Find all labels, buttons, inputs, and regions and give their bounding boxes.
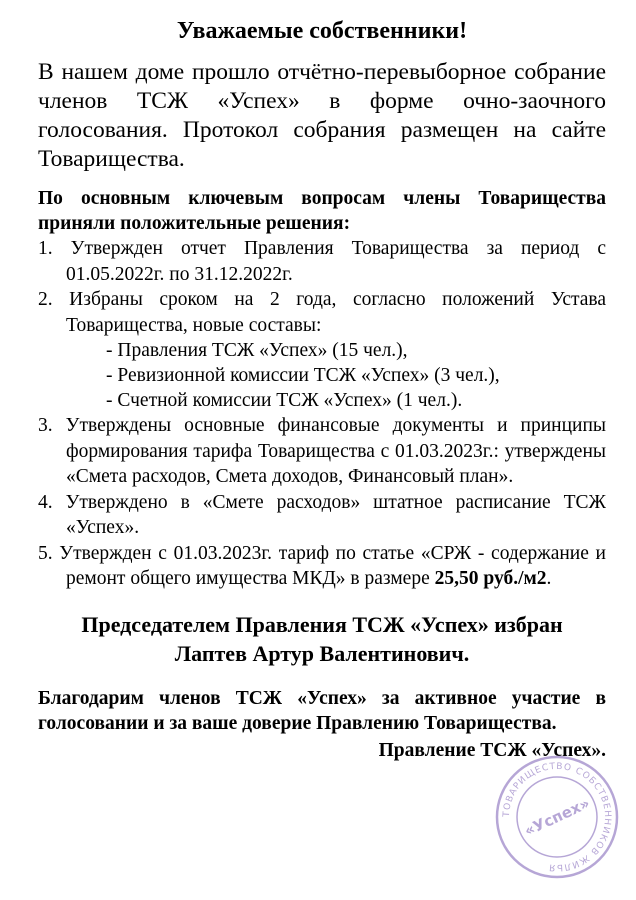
tariff-value: 25,50 руб./м2 — [434, 568, 547, 589]
intro-paragraph: В нашем доме прошло отчётно-перевыборное собрание членов ТСЖ «Успех» в форме очно-заочного голосования. Протокол собрания размещен на сайте Товарищества. — [38, 59, 606, 172]
organization-stamp — [494, 754, 620, 880]
decision-item-4: 4. Утверждено в «Смете расходов» штатное расписание ТСЖ «Успех». — [38, 491, 606, 538]
decision-item-5-end: . — [546, 568, 552, 589]
decision-item-3: 3. Утверждены основные финансовые документы и принципы формирования тарифа Товарищества с 01.03.2023г.: утверждены «Смета расходов, Смета доходов, Финансовый план». — [38, 415, 606, 487]
decision-subitem-audit: - Ревизионной комиссии ТСЖ «Успех» (3 чел.), — [106, 365, 500, 386]
stamp-ring-text: ТОВАРИЩЕСТВО СОБСТВЕННИКОВ ЖИЛЬЯ — [501, 761, 613, 873]
decision-subitem-counting: - Счетной комиссии ТСЖ «Успех» (1 чел.). — [106, 390, 463, 411]
notice-document — [38, 16, 606, 763]
decision-item-2: 2. Избраны сроком на 2 года, согласно положений Устава Товарищества, новые составы: — [38, 289, 606, 336]
chairman-announcement — [38, 610, 606, 668]
decision-subitem-board: - Правления ТСЖ «Успех» (15 чел.), — [106, 340, 408, 361]
decisions-lead: По основным ключевым вопросам члены Товарищества приняли положительные решения: — [38, 188, 606, 234]
chairman-line-1: Председателем Правления ТСЖ «Успех» избран — [81, 611, 563, 637]
thanks-paragraph: Благодарим членов ТСЖ «Успех» за активное участие в голосовании и за ваше доверие Правлению Товарищества. — [38, 687, 606, 734]
page-title: Уважаемые собственники! — [176, 18, 468, 44]
stamp-center-text: «Успех» — [521, 794, 593, 840]
signature: Правление ТСЖ «Успех». — [378, 739, 606, 761]
decision-item-1: 1. Утвержден отчет Правления Товарищества за период с 01.05.2022г. по 31.12.2022г. — [38, 238, 606, 285]
decision-item-5-text: 5. Утвержден с 01.03.2023г. тариф по статье «СРЖ - содержание и ремонт общего имущества МКД» в размере — [38, 542, 606, 589]
decision-item-5 — [38, 541, 606, 592]
chairman-name: Лаптев Артур Валентинович. — [174, 640, 470, 666]
